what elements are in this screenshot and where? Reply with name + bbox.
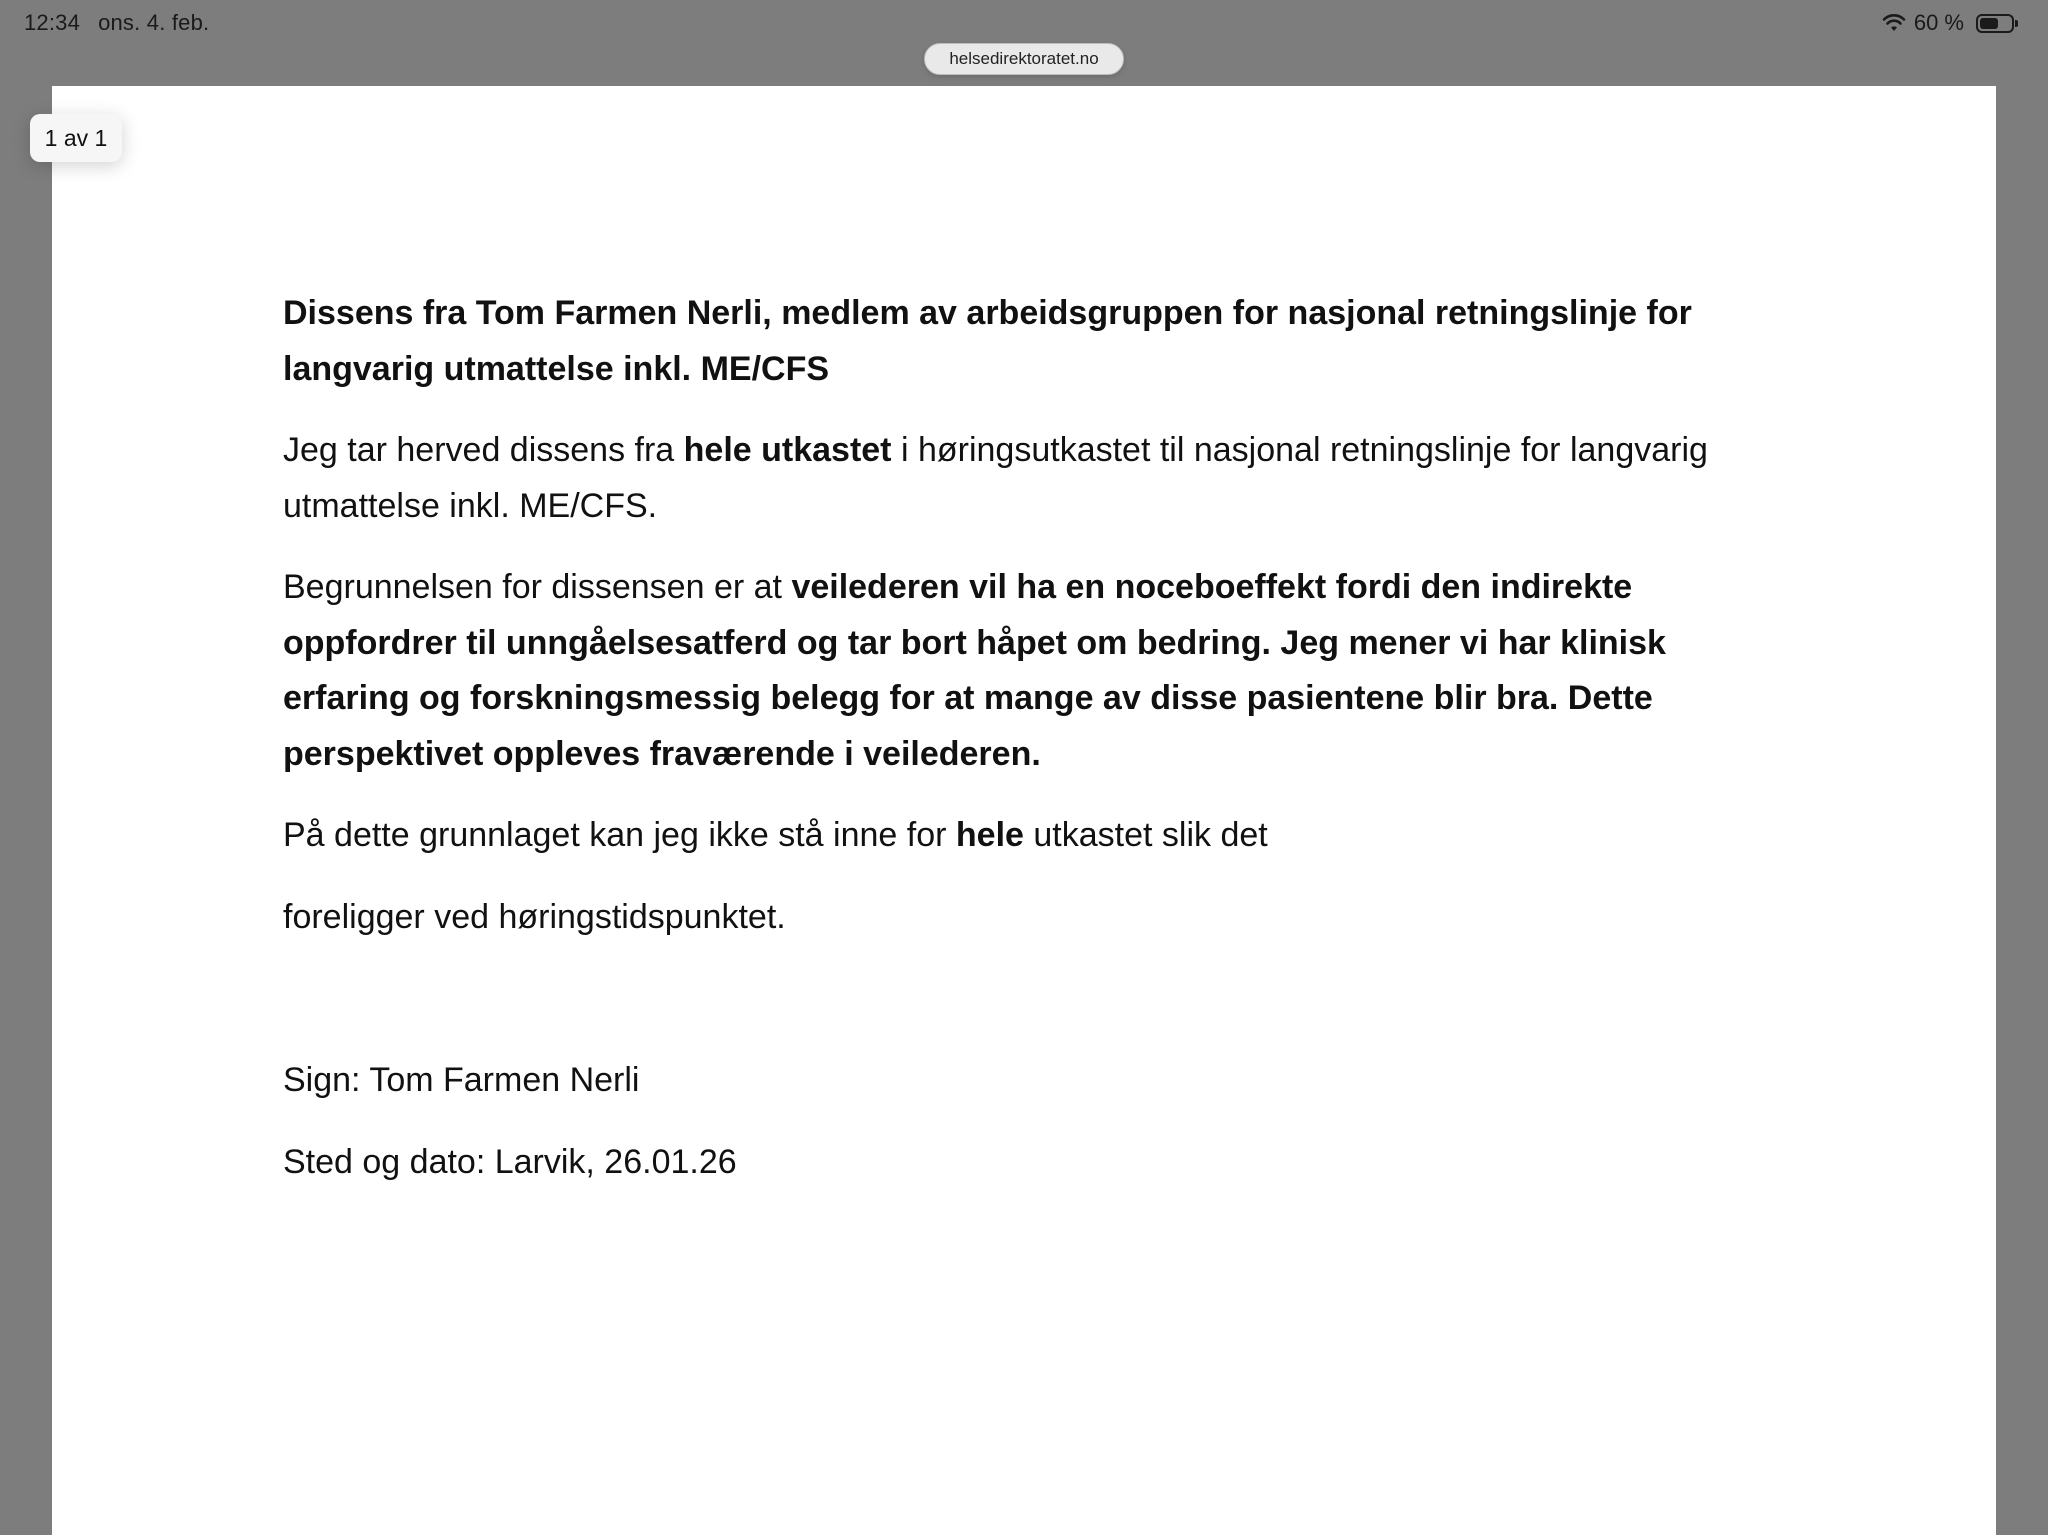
- status-right: [1882, 10, 2014, 36]
- p1-text-a: Jeg tar herved dissens fra: [283, 431, 684, 469]
- wifi-icon: [1882, 13, 1906, 33]
- paragraph-1: [283, 423, 1783, 534]
- p2-text-a: Begrunnelsen for dissensen er at: [283, 568, 792, 606]
- battery-percent: 60 %: [1913, 10, 1964, 35]
- p3-text-a: På dette grunnlaget kan jeg ikke stå inne for: [283, 816, 956, 854]
- url-pill[interactable]: helsedirektoratet.no: [924, 43, 1124, 75]
- p3-text-c: utkastet slik det: [1023, 816, 1268, 854]
- p1-text-bold: hele utkastet: [683, 431, 892, 469]
- p3-text-bold: hele: [955, 816, 1024, 854]
- p2-text-bold: veilederen vil ha en noceboeffekt fordi den indirekte oppfordrer til unngåelsesatferd og tar bort håpet om bedring. Jeg mener vi har klinisk erfaring og forskningsmessig belegg for at mange av disse pasientene blir bra. Dette perspektivet oppleves fraværende i veilederen.: [283, 568, 1666, 773]
- p1-text-c: i høringsutkastet til nasjonal retningslinje for langvarig utmattelse inkl. ME/CFS.: [283, 431, 1708, 525]
- page-indicator: 1 av 1: [30, 114, 122, 162]
- signature: Sign: Tom Farmen Nerli: [283, 1061, 640, 1099]
- paragraph-4: foreligger ved høringstidspunktet.: [283, 897, 786, 936]
- battery-fill: [1980, 18, 1998, 29]
- document-body: [283, 286, 1783, 1190]
- battery-icon: [1976, 14, 2014, 33]
- status-left: [24, 10, 209, 36]
- document-heading: Dissens fra Tom Farmen Nerli, medlem av arbeidsgruppen for nasjonal retningslinje for langvarig utmattelse inkl. ME/CFS: [283, 294, 1692, 388]
- status-date: ons. 4. feb.: [98, 10, 210, 35]
- place-date: Sted og dato: Larvik, 26.01.26: [283, 1142, 737, 1181]
- paragraph-3: [283, 808, 1783, 864]
- paragraph-2: [283, 560, 1783, 782]
- status-time: 12:34: [24, 10, 81, 35]
